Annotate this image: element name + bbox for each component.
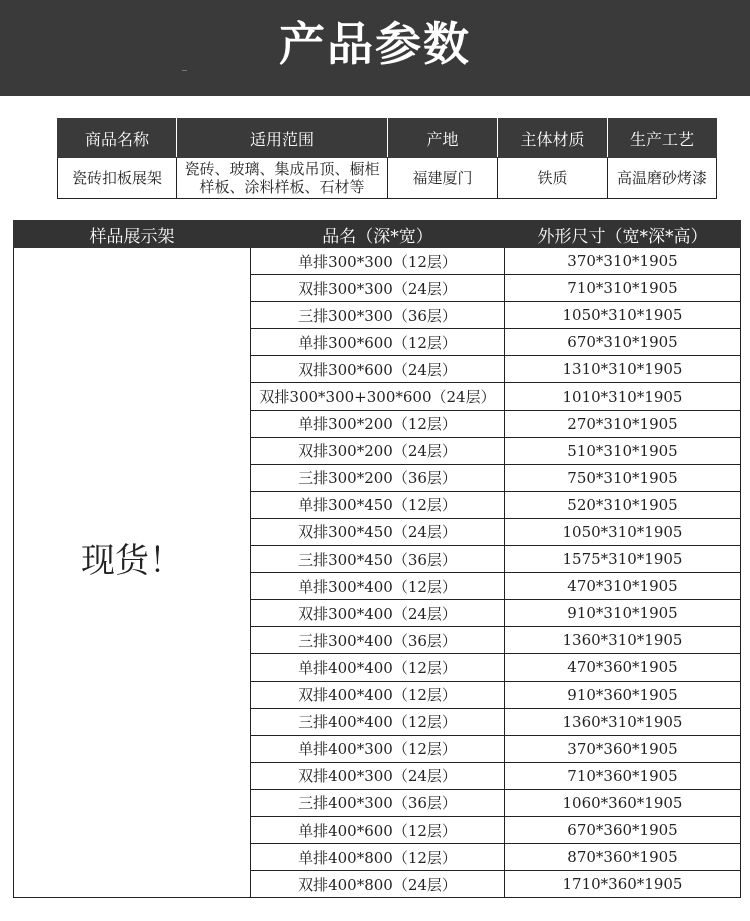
product-size-cell: 910*360*1905: [505, 681, 741, 708]
product-name-cell: 三排300*300（36层）: [251, 302, 505, 329]
product-name-cell: 双排300*300（24层）: [251, 275, 505, 302]
spec-range-line-2: 样板、涂料样板、石材等: [199, 178, 365, 196]
product-header-name: 品名（深*宽）: [251, 221, 505, 248]
product-name-cell: 双排300*300+300*600（24层）: [251, 383, 505, 410]
product-size-cell: 520*310*1905: [505, 491, 741, 518]
product-size-cell: 1575*310*1905: [505, 546, 741, 573]
product-name-cell: 双排300*400（24层）: [251, 600, 505, 627]
product-size-cell: 510*310*1905: [505, 437, 741, 464]
spec-value-range: [177, 158, 388, 199]
product-name-cell: 单排300*400（12层）: [251, 573, 505, 600]
product-name-cell: 单排400*800（12层）: [251, 844, 505, 871]
product-size-cell: 670*310*1905: [505, 329, 741, 356]
product-name-cell: 三排300*200（36层）: [251, 464, 505, 491]
product-name-cell: 双排400*800（24层）: [251, 871, 505, 898]
product-size-cell: 1310*310*1905: [505, 356, 741, 383]
product-size-cell: 1050*310*1905: [505, 518, 741, 545]
product-header-size: 外形尺寸（宽*深*高）: [505, 221, 741, 248]
product-name-cell: 单排400*300（12层）: [251, 735, 505, 762]
spec-header-range: 适用范围: [177, 119, 388, 158]
page-title: 产品参数: [279, 17, 471, 71]
spec-value-name: 瓷砖扣板展架: [58, 158, 177, 199]
banner-mark: [182, 70, 187, 71]
spec-header-row: [58, 119, 717, 158]
spec-table: [57, 118, 717, 199]
product-size-cell: 710*310*1905: [505, 275, 741, 302]
spec-header-name: 商品名称: [58, 119, 177, 158]
spec-header-origin: 产地: [388, 119, 498, 158]
product-size-cell: 370*360*1905: [505, 735, 741, 762]
product-size-cell: 1360*310*1905: [505, 708, 741, 735]
header-banner: [0, 0, 750, 96]
product-size-cell: 470*360*1905: [505, 654, 741, 681]
product-table: [13, 220, 741, 898]
product-name-cell: 双排400*400（12层）: [251, 681, 505, 708]
product-size-cell: 1710*360*1905: [505, 871, 741, 898]
product-size-cell: 750*310*1905: [505, 464, 741, 491]
product-table-body: [14, 248, 741, 898]
product-size-cell: 1060*360*1905: [505, 789, 741, 816]
table-row: [14, 248, 741, 275]
spec-value-process: 高温磨砂烤漆: [608, 158, 717, 199]
product-size-cell: 910*310*1905: [505, 600, 741, 627]
product-size-cell: 670*360*1905: [505, 816, 741, 843]
product-name-cell: 双排300*200（24层）: [251, 437, 505, 464]
product-size-cell: 1050*310*1905: [505, 302, 741, 329]
product-name-cell: 三排300*450（36层）: [251, 546, 505, 573]
product-name-cell: 双排300*450（24层）: [251, 518, 505, 545]
product-size-cell: 270*310*1905: [505, 410, 741, 437]
product-size-cell: 1010*310*1905: [505, 383, 741, 410]
product-size-cell: 1360*310*1905: [505, 627, 741, 654]
spec-value-row: [58, 158, 717, 199]
stock-label: 现货！: [14, 248, 251, 898]
product-name-cell: 单排300*450（12层）: [251, 491, 505, 518]
product-header-sample: 样品展示架: [14, 221, 251, 248]
product-size-cell: 870*360*1905: [505, 844, 741, 871]
product-name-cell: 单排400*600（12层）: [251, 816, 505, 843]
product-name-cell: 双排400*300（24层）: [251, 762, 505, 789]
product-header-row: [14, 221, 741, 248]
product-name-cell: 三排300*400（36层）: [251, 627, 505, 654]
spec-header-process: 生产工艺: [608, 119, 717, 158]
product-name-cell: 三排400*300（36层）: [251, 789, 505, 816]
product-name-cell: 单排300*300（12层）: [251, 248, 505, 275]
spec-range-line-1: 瓷砖、玻璃、集成吊顶、橱柜: [184, 160, 380, 178]
product-size-cell: 710*360*1905: [505, 762, 741, 789]
product-size-cell: 470*310*1905: [505, 573, 741, 600]
spec-value-material: 铁质: [498, 158, 608, 199]
product-name-cell: 双排300*600（24层）: [251, 356, 505, 383]
product-size-cell: 370*310*1905: [505, 248, 741, 275]
spec-header-material: 主体材质: [498, 119, 608, 158]
product-name-cell: 单排400*400（12层）: [251, 654, 505, 681]
product-name-cell: 单排300*200（12层）: [251, 410, 505, 437]
spec-value-origin: 福建厦门: [388, 158, 498, 199]
product-name-cell: 三排400*400（12层）: [251, 708, 505, 735]
product-name-cell: 单排300*600（12层）: [251, 329, 505, 356]
